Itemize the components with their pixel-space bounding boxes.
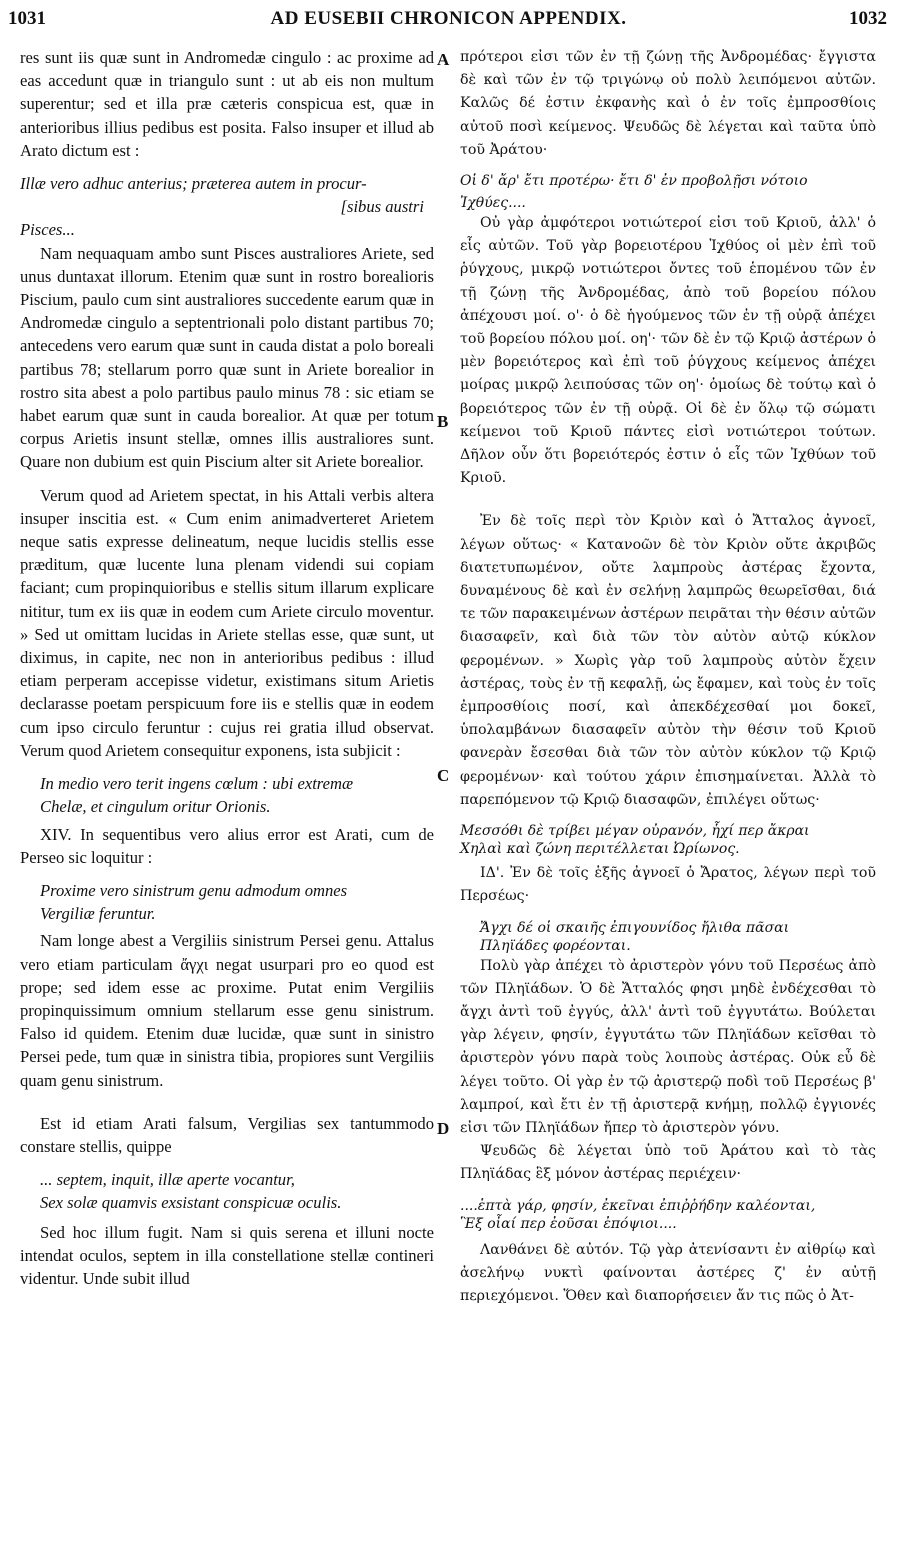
latin-column	[20, 46, 434, 1290]
right-page-number: 1032	[849, 8, 887, 29]
latin-verse-2b: Chelæ, et cingulum oritur Orionis.	[40, 797, 271, 817]
latin-paragraph-5: Nam longe abest a Vergiliis sinistrum Persei genu. Attalus vero etiam particulam ἄγχι negat usurpari pro eo quod est prope; sed idem esse ac proxime. Putat enim Vergiliis propinquissimum omnium stellarum esse genu sinistrum. Falso id quidem. Etenim duæ lucidæ, quæ sunt in sinistro Persei pede, tum quæ in sinistra tibia, propiores sunt Vergiliis quam genu sinistrum.	[20, 931, 434, 1090]
latin-paragraph-2: Nam nequaquam ambo sunt Pisces australiores Ariete, sed unus duntaxat illorum. Etenim quæ sunt in rostro borealioris Piscium, paulo cum sint australiores succedente earum quæ in Andromedæ cingulo a septentrionali polo distant partibus 70; antecedens vero earum quæ sunt in cauda distat a polo boreali partibus 78; stellarum porro quæ sunt in Ariete borealior in rostro sita abest a polo partibus paulo minus 78 : sic etiam se habet earum quæ sunt in cauda borealior. At quæ per totum corpus Arietis insunt stellæ, omnes illis australiores sunt. Quare non dubium est quin Piscium alter sit Ariete borealior.	[20, 243, 434, 472]
greek-verse-1a: Οἱ δ' ἄρ' ἔτι προτέρω· ἔτι δ' ἐν προβολῇσι νότοιο	[460, 173, 808, 190]
margin-marker-b: B	[437, 412, 449, 431]
latin-verse-1a: Illæ vero adhuc anterius; præterea autem in procur-	[20, 174, 367, 194]
latin-verse-3a: Proxime vero sinistrum genu admodum omnes	[40, 880, 348, 900]
latin-verse-4a: ... septem, inquit, illæ aperte vocantur,	[40, 1170, 295, 1190]
latin-paragraph-3: Verum quod ad Arietem spectat, in his Attali verbis altera insuper inscitia est. « Cum enim animadverteret Arietem neque satis expresse delineatum, neque lucidis stellis esse præditum, quæ lucente luna plenam videndi sui copiam faciant; cum propinquioribus e stellis situm illarum explicare nititur, tum ex iis quæ in eodem cum Ariete circulo moventur. » Sed ut omittam lucidas in Ariete stellas esse, quæ sunt, ut diximus, in capite, nec non in anterioribus pedibus : illud etiam perperam accepisse videtur, existimans situm Arietis declarasse poetam perspicuum fore iis e stellis quæ in eodem cum ipso circulo feruntur : cujus rei gratia illud observat. Verum quod Arietem consequitur exponens, ista subjicit :	[20, 485, 434, 760]
greek-paragraph-4: ΙΔ'. Ἐν δὲ τοῖς ἑξῆς ἀγνοεῖ ὁ Ἄρατος, λέγων περὶ τοῦ Περσέως·	[460, 865, 876, 905]
running-title: AD EUSEBII CHRONICON APPENDIX.	[270, 8, 627, 29]
greek-verse-2b: Χηλαὶ καὶ ζώνη περιτέλλεται Ὠρίωνος.	[460, 841, 740, 858]
greek-paragraph-7: Λανθάνει δὲ αὐτόν. Τῷ γὰρ ἀτενίσαντι ἐν αἰθρίῳ καὶ ἀσελήνῳ νυκτὶ φαίνονται ἀστέρες ζ' ἐν αὐτῇ περιεχόμενοι. Ὅθεν καὶ διαπορήσειεν ἄν τις πῶς ὁ Ἀτ-	[460, 1241, 876, 1304]
running-header	[0, 0, 897, 34]
greek-paragraph-2: Οὐ γὰρ ἀμφότεροι νοτιώτεροί εἰσι τοῦ Κριοῦ, ἀλλ' ὁ εἷς αὐτῶν. Τοῦ γὰρ βορειοτέρου Ἰχθύος οἱ μὲν ἐπὶ τοῦ ῥύγχους, μικρῷ νοτιώτεροι ὄντες τοῦ ἑπομένου τῶν ἐν τῇ ζώνῃ τῆς Ἀνδρομέδας, ἀπὸ τοῦ βορείου πόλου ἀπέχουσι μοί. ο'· ὁ δὲ ἡγούμενος τῶν ἐν τῇ οὐρᾷ ἀπέχει τοῦ βορείου πόλου μοί. οη'· τῶν δὲ ἐν τῷ Κριῷ ἀστέρων ὁ μὲν βορειότερος καὶ ἐπὶ τοῦ ῥύγχους κείμενος ἀπέχει μοίρας μικρῷ λειπούσας τῶν οη'· ὁμοίως δὲ τούτῳ καὶ ὁ βορειότερος τῶν ἐν τῇ οὐρᾷ. Οἱ δὲ ἐν ὅλῳ τῷ σώματι κείμενοι τοῦ Κριοῦ πάντες εἰσὶ νοτιώτεροι τούτων. Δῆλον οὖν ὅτι βορειότερός ἐστιν ὁ εἷς τῶν Ἰχθύων τοῦ Κριοῦ.	[460, 215, 876, 487]
latin-verse-4b: Sex solæ quamvis exsistant conspicuæ oculis.	[40, 1193, 342, 1213]
latin-verse-1b: [sibus austri	[340, 197, 424, 217]
latin-verse-1c: Pisces...	[20, 220, 75, 240]
greek-paragraph-5: Πολὺ γὰρ ἀπέχει τὸ ἀριστερὸν γόνυ τοῦ Περσέως ἀπὸ τῶν Πληϊάδων. Ὁ δὲ Ἄτταλός φησι μηδὲ ἐνδέχεσθαι τὸ ἄγχι ἀντὶ τοῦ ἐγγύς, ἀλλ' ἀντὶ τοῦ ἐγγυτάτω. Βούλεται γὰρ λέγειν, φησίν, ἐγγυτάτω τῶν Πληϊάδων κεῖσθαι τὸ ἀριστερὸν γόνυ παρὰ τοὺς λοιποὺς ἀστέρας. Οὐκ εὖ δὲ λέγει τοῦτο. Οἱ γὰρ ἐν τῷ ἀριστερῷ ποδὶ τοῦ Περσέως β' λαμπροί, καὶ ἔτι ἐν τῇ ἀριστερᾷ κνήμῃ, πολλῷ ἐγγιονές εἰσι τῶν Πληϊάδων ἤπερ τὸ ἀριστερὸν γόνυ.	[460, 957, 876, 1136]
greek-verse-3a: Ἄγχι δέ οἱ σκαιῆς ἐπιγουνίδος ἤλιθα πᾶσαι	[480, 919, 790, 936]
greek-verse-3b: Πληϊάδες φορέονται.	[480, 937, 631, 954]
greek-paragraph-3: Ἐν δὲ τοῖς περὶ τὸν Κριὸν καὶ ὁ Ἄτταλος ἀγνοεῖ, λέγων οὕτως· « Κατανοῶν δὲ τὸν Κριὸν οὔτε ἀκριβῶς διατετυπωμένον, οὔτε λαμπροὺς ἀστέρας ἔχοντα, δυναμένους δὲ καὶ ἐν σελήνῃ λαμπρῶς θεωρεῖσθαι, διά τε τῶν παρακειμένων ἀστέρων πειρᾶται τὴν θέσιν αὐτῶν διασαφεῖν, καὶ διὰ τῶν τὸν αὐτὸν αὐτῷ κύκλον φερομένων. » Χωρὶς γὰρ τοῦ λαμπροὺς αὐτὸν ἔχειν ἀστέρας, τοὺς ἐν τῇ κεφαλῇ, ὡς ἔφαμεν, καὶ τοὺς ἐν τοῖς ἐμπροσθίοις ποσί, καὶ ἀπεκδέχεσθαί μοι δοκεῖ, ὑπολαμβάνων διασαφεῖν αὐτὸν τὴν θέσιν τοῦ Κριοῦ φανερὰν ἔσεσθαι διὰ τῶν τὸν αὐτὸν κύκλον τῷ Κριῷ φερομένων· καὶ τούτου χάριν ἐπισημαίνεται. Ἀλλὰ τὸ παρεπόμενον τῷ Κριῷ διασαφῶν, ἐπιλέγει οὕτως·	[460, 513, 876, 808]
latin-paragraph-4: XIV. In sequentibus vero alius error est Arati, cum de Perseo sic loquitur :	[20, 824, 434, 867]
greek-paragraph-6: Ψευδῶς δὲ λέγεται ὑπὸ τοῦ Ἀράτου καὶ τὸ τὰς Πληϊάδας ἓξ μόνον ἀστέρας περιέχειν·	[460, 1143, 876, 1183]
latin-paragraph-6: Est id etiam Arati falsum, Vergilias sex tantummodo constare stellis, quippe	[20, 1113, 434, 1156]
left-page-number: 1031	[8, 8, 46, 29]
greek-verse-1b: Ἰχθύες....	[460, 195, 526, 212]
greek-verse-4a: ....ἑπτὰ γάρ, φησίν, ἐκεῖναι ἐπιῤῥήδην καλέονται,	[460, 1197, 816, 1214]
latin-paragraph-1: res sunt iis quæ sunt in Andromedæ cingulo : ac proxime ad eas accedunt quæ in triangulo sunt : ut ab eis non multum superentur; sed et illa præ cæteris conspicua est, quæ in anterioribus illius pedibus est posita. Falso insuper et illud ab Arato dictum est :	[20, 48, 434, 160]
latin-paragraph-7: Sed hoc illum fugit. Nam si quis serena et illuni nocte intendat oculos, septem in illa constellatione stellæ contineri videntur. Unde subit illud	[20, 1222, 434, 1288]
margin-marker-d: D	[437, 1119, 450, 1138]
greek-paragraph-1: πρότεροι εἰσι τῶν ἐν τῇ ζώνῃ τῆς Ἀνδρομέδας· ἔγγιστα δὲ καὶ τῶν ἐν τῷ τριγώνῳ οὐ πολὺ λειπόμενοι αὐτῶν. Καλῶς δέ ἐστιν ἐκφανὴς καὶ ὁ ἐν τοῖς ἐμπροσθίοις αὐτοῦ ποσὶ κείμενος. Ψευδῶς δὲ λέγεται καὶ ταῦτα ὑπὸ τοῦ Ἀράτου·	[460, 49, 876, 158]
greek-column	[460, 46, 876, 1308]
latin-verse-2a: In medio vero terit ingens cœlum : ubi extremæ	[40, 774, 354, 794]
greek-verse-4b: Ἓξ οἶαί περ ἐοῦσαι ἐπόψιοι....	[460, 1215, 677, 1232]
greek-verse-2a: Μεσσόθι δὲ τρίβει μέγαν οὐρανόν, ἧχί περ ἄκραι	[460, 823, 810, 840]
margin-marker-a: A	[437, 50, 450, 69]
latin-verse-3b: Vergiliæ feruntur.	[40, 904, 156, 924]
margin-marker-c: C	[437, 766, 450, 785]
